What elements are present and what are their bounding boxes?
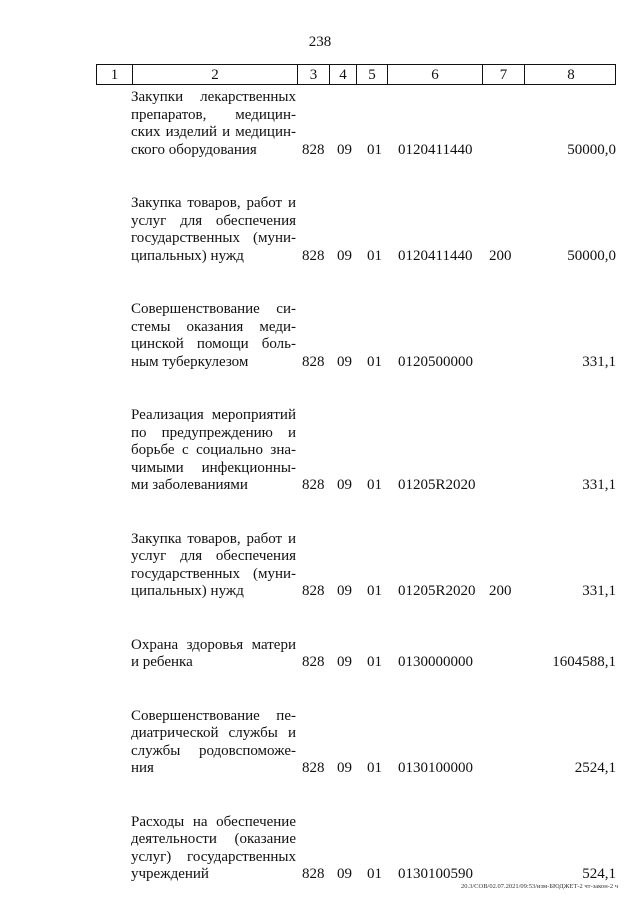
row-col-5: 01 xyxy=(367,477,382,493)
row-col-8: 50000,0 xyxy=(567,141,616,158)
row-name-line: Охрана здоровья матери xyxy=(131,636,296,653)
table-row xyxy=(0,407,640,495)
table-row xyxy=(0,637,640,672)
row-col-5: 01 xyxy=(367,583,382,599)
row-col-5: 01 xyxy=(367,141,382,158)
row-col-5: 01 xyxy=(367,654,382,670)
row-col-7: 200 xyxy=(489,247,512,264)
row-col-8: 524,1 xyxy=(582,866,616,882)
table-row xyxy=(0,814,640,884)
row-col-6: 0120411440 xyxy=(398,247,473,264)
row-col-5: 01 xyxy=(367,866,382,882)
row-col-4: 09 xyxy=(337,583,352,599)
row-col-4: 09 xyxy=(337,141,352,158)
row-col-6: 0130000000 xyxy=(398,654,473,670)
table-row xyxy=(0,301,640,371)
header-col-2: 2 xyxy=(132,65,297,84)
row-col-3: 828 xyxy=(302,353,325,370)
row-name-line: борьбе с социально зна- xyxy=(131,442,296,458)
row-name-line: чимыми инфекционны- xyxy=(131,459,296,476)
header-col-5: 5 xyxy=(356,65,387,84)
header-col-4: 4 xyxy=(329,65,356,84)
row-name-line: Закупки лекарственных xyxy=(131,89,296,105)
row-name-line: ния xyxy=(131,760,154,776)
table-row xyxy=(0,89,640,159)
row-col-5: 01 xyxy=(367,247,382,264)
row-name-line: по предупреждению и xyxy=(131,424,296,441)
header-col-8: 8 xyxy=(524,65,617,84)
row-name xyxy=(131,531,296,601)
row-name xyxy=(131,814,296,884)
row-col-4: 09 xyxy=(337,353,352,370)
row-col-3: 828 xyxy=(302,247,325,264)
row-col-3: 828 xyxy=(302,760,325,776)
row-name-line: деятельности (оказание xyxy=(131,831,296,847)
row-name-line: стемы оказания меди- xyxy=(131,318,296,335)
row-name xyxy=(131,407,296,495)
footer-stamp: 20.3/СОВ/02.07.2021/09:53/изм-БЮДЖЕТ-2 чт-закон-2 ч xyxy=(460,883,618,890)
row-col-8: 1604588,1 xyxy=(552,654,616,670)
table-row xyxy=(0,195,640,265)
row-col-8: 2524,1 xyxy=(574,760,616,776)
row-name-line: Реализация мероприятий xyxy=(131,407,296,423)
row-col-8: 331,1 xyxy=(582,583,616,599)
row-name-line: услуг для обеспечения xyxy=(131,548,296,564)
header-col-6: 6 xyxy=(387,65,482,84)
table-row xyxy=(0,708,640,778)
row-name-line: Закупка товаров, работ и xyxy=(131,195,296,211)
page-number: 238 xyxy=(308,34,332,50)
row-col-6: 01205R2020 xyxy=(398,583,476,599)
row-name-line: препаратов, медицин- xyxy=(131,106,296,123)
row-name xyxy=(131,89,296,159)
row-col-6: 0120411440 xyxy=(398,141,473,158)
header-col-7: 7 xyxy=(482,65,524,84)
header-col-1: 1 xyxy=(110,67,119,83)
row-name-line: Совершенствование пе- xyxy=(131,707,296,724)
row-col-8: 50000,0 xyxy=(567,247,616,264)
row-name-line: службы родовспоможе- xyxy=(131,742,296,759)
row-name-line: диатрической службы и xyxy=(131,725,296,741)
row-name-line: ципальных) нужд xyxy=(131,247,244,264)
table-row xyxy=(0,531,640,601)
row-name-line: цинской помощи боль- xyxy=(131,336,296,352)
row-col-5: 01 xyxy=(367,353,382,370)
row-name-line: государственных (муни- xyxy=(131,230,296,246)
row-col-5: 01 xyxy=(367,760,382,776)
row-name-line: ми заболеваниями xyxy=(131,477,248,493)
row-col-3: 828 xyxy=(302,477,325,493)
row-col-6: 01205R2020 xyxy=(398,477,476,493)
row-col-8: 331,1 xyxy=(582,353,616,370)
row-col-4: 09 xyxy=(337,654,352,670)
row-col-7: 200 xyxy=(489,583,512,599)
row-col-3: 828 xyxy=(302,654,325,670)
row-name-line: ского оборудования xyxy=(131,141,257,158)
header-col-3: 3 xyxy=(297,65,329,84)
row-col-6: 0130100590 xyxy=(398,866,473,882)
row-name-line: услуг) государственных xyxy=(131,848,296,865)
row-name-line: и ребенка xyxy=(131,654,193,670)
row-name xyxy=(131,301,296,371)
row-col-4: 09 xyxy=(337,477,352,493)
row-col-6: 0130100000 xyxy=(398,760,473,776)
table-header xyxy=(96,64,616,85)
row-name xyxy=(131,195,296,265)
row-name-line: ских изделий и медицин- xyxy=(131,124,296,140)
row-name-line: ципальных) нужд xyxy=(131,583,244,599)
row-name-line: ным туберкулезом xyxy=(131,353,249,370)
row-col-8: 331,1 xyxy=(582,477,616,493)
row-col-3: 828 xyxy=(302,583,325,599)
row-name-line: Расходы на обеспечение xyxy=(131,813,296,830)
row-col-3: 828 xyxy=(302,141,325,158)
row-name-line: учреждений xyxy=(131,866,209,882)
row-col-3: 828 xyxy=(302,866,325,882)
row-name-line: услуг для обеспечения xyxy=(131,212,296,229)
row-name-line: Совершенствование си- xyxy=(131,301,296,317)
row-name xyxy=(131,708,296,778)
row-name-line: Закупка товаров, работ и xyxy=(131,530,296,547)
row-col-4: 09 xyxy=(337,760,352,776)
row-col-4: 09 xyxy=(337,866,352,882)
row-col-4: 09 xyxy=(337,247,352,264)
row-col-6: 0120500000 xyxy=(398,353,473,370)
row-name-line: государственных (муни- xyxy=(131,565,296,582)
row-name xyxy=(131,637,296,672)
